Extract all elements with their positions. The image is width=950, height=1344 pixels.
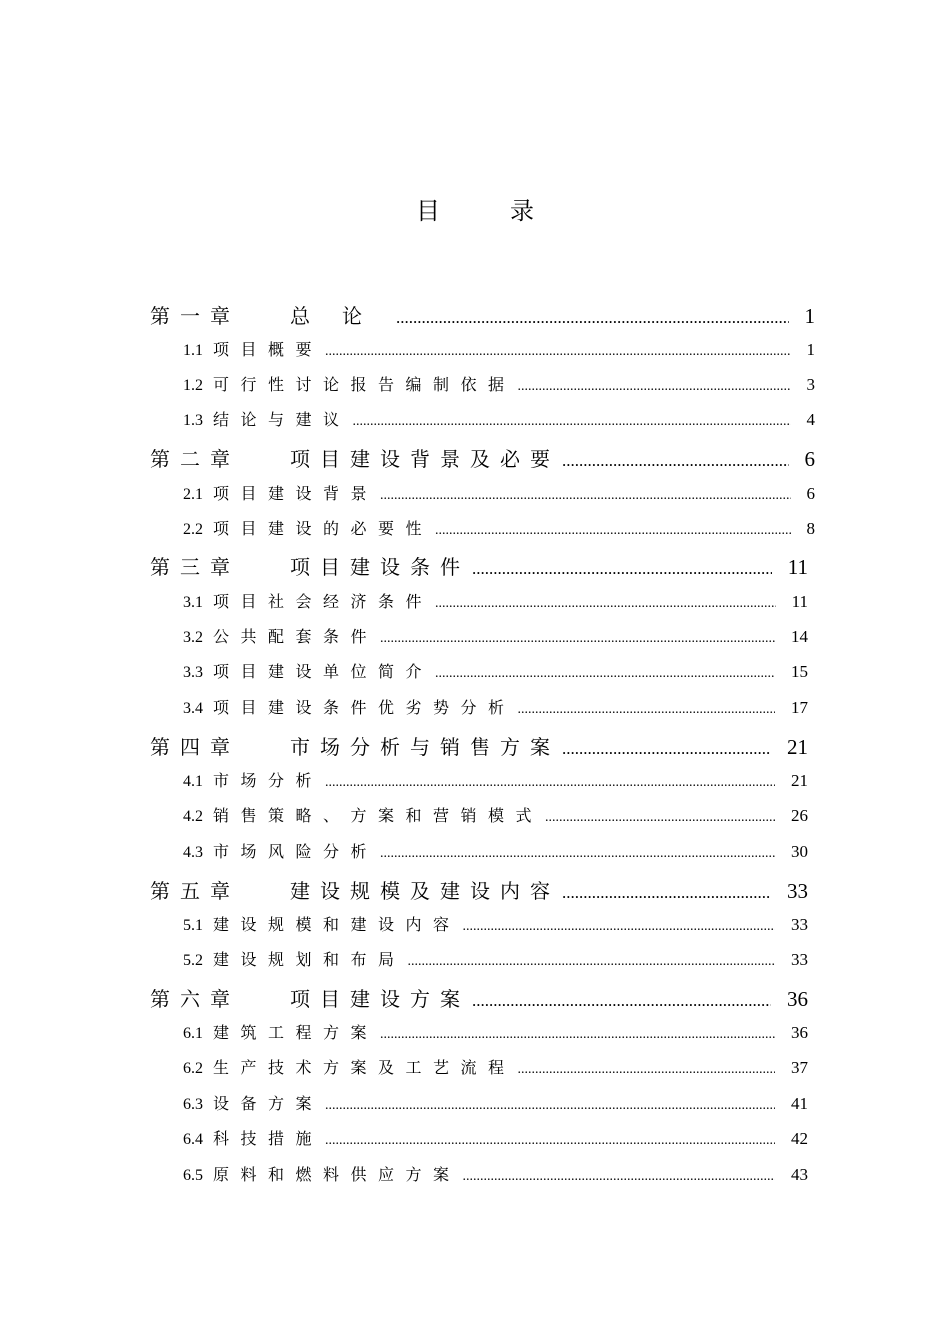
section-number: 4.1 <box>183 773 203 790</box>
page-number: 37 <box>791 1058 808 1077</box>
page-number: 42 <box>791 1129 808 1148</box>
toc-section-row[interactable] <box>183 1055 808 1078</box>
page-number: 33 <box>791 950 808 969</box>
section-title: 项目建设的必要性 <box>213 519 434 538</box>
section-number: 6.1 <box>183 1025 203 1042</box>
section-number: 5.1 <box>183 917 203 934</box>
section-number: 6.4 <box>183 1131 203 1148</box>
dot-leader <box>396 308 789 328</box>
page-number: 3 <box>806 375 815 394</box>
section-number: 3.1 <box>183 594 203 611</box>
page-number: 4 <box>806 410 815 429</box>
page-number: 26 <box>791 806 808 825</box>
section-title: 销售策略、方案和营销模式 <box>213 806 544 825</box>
dot-leader <box>472 991 771 1011</box>
section-number: 3.2 <box>183 629 203 646</box>
chapter-title: 项目建设条件 <box>290 555 470 579</box>
section-number: 1.2 <box>183 377 203 394</box>
section-number: 4.3 <box>183 844 203 861</box>
page-number: 6 <box>806 484 815 503</box>
toc-section-row[interactable] <box>183 803 808 826</box>
toc-section-row[interactable] <box>183 624 808 647</box>
dot-leader <box>518 379 791 395</box>
page-number: 33 <box>791 915 808 934</box>
toc-chapter-row[interactable] <box>150 551 808 580</box>
dot-leader <box>545 810 775 826</box>
toc-title-char-2: 录 <box>510 197 534 225</box>
dot-leader <box>562 451 789 471</box>
dot-leader <box>463 1169 775 1185</box>
toc-section-row[interactable] <box>183 372 815 395</box>
chapter-label: 第六章 <box>150 987 240 1011</box>
dot-leader <box>435 666 775 682</box>
dot-leader <box>408 954 775 970</box>
toc-section-row[interactable] <box>183 947 808 970</box>
toc-section-row[interactable] <box>183 1162 808 1185</box>
toc-section-row[interactable] <box>183 695 808 718</box>
section-title: 项目社会经济条件 <box>213 592 434 611</box>
dot-leader <box>435 596 776 612</box>
section-number: 1.3 <box>183 412 203 429</box>
section-number: 3.3 <box>183 664 203 681</box>
page-number: 43 <box>791 1165 808 1184</box>
chapter-title: 项目建设背景及必要 <box>290 447 560 471</box>
dot-leader <box>380 846 775 862</box>
toc-section-row[interactable] <box>183 481 815 504</box>
section-title: 项目建设条件优劣势分析 <box>213 698 516 717</box>
page-number: 41 <box>791 1094 808 1113</box>
page-number: 11 <box>787 555 808 579</box>
chapter-label: 第四章 <box>150 735 240 759</box>
section-number: 2.2 <box>183 521 203 538</box>
section-title: 原料和燃料供应方案 <box>213 1165 461 1184</box>
section-title: 项目建设背景 <box>213 484 379 503</box>
section-number: 6.5 <box>183 1167 203 1184</box>
dot-leader <box>562 883 771 903</box>
dot-leader <box>353 414 791 430</box>
section-title: 建设规模和建设内容 <box>213 915 461 934</box>
toc-section-row[interactable] <box>183 659 808 682</box>
page-number: 14 <box>791 627 808 646</box>
toc-section-row[interactable] <box>183 912 808 935</box>
toc-chapter-row[interactable] <box>150 983 808 1012</box>
toc-section-row[interactable] <box>183 407 815 430</box>
section-title: 市场风险分析 <box>213 842 379 861</box>
dot-leader <box>518 702 775 718</box>
dot-leader <box>518 1062 775 1078</box>
toc-title-char-1: 目 <box>416 197 440 225</box>
page-number: 1 <box>806 340 815 359</box>
chapter-label: 第二章 <box>150 447 240 471</box>
chapter-label: 第一章 <box>150 304 240 328</box>
dot-leader <box>435 523 790 539</box>
page-number: 6 <box>804 447 815 471</box>
dot-leader <box>562 739 771 759</box>
page-number: 33 <box>787 879 808 903</box>
chapter-title: 项目建设方案 <box>290 987 470 1011</box>
page-number: 30 <box>791 842 808 861</box>
dot-leader <box>380 631 775 647</box>
chapter-label: 第五章 <box>150 879 240 903</box>
chapter-label: 第三章 <box>150 555 240 579</box>
page-number: 21 <box>787 735 808 759</box>
section-title: 科技措施 <box>213 1129 324 1148</box>
section-number: 5.2 <box>183 952 203 969</box>
toc-chapter-row[interactable] <box>150 300 815 329</box>
page-number: 15 <box>791 662 808 681</box>
dot-leader <box>325 1098 775 1114</box>
page-number: 36 <box>791 1023 808 1042</box>
page-number: 11 <box>791 592 808 611</box>
section-number: 3.4 <box>183 700 203 717</box>
section-title: 公共配套条件 <box>213 627 379 646</box>
dot-leader <box>380 1027 775 1043</box>
section-title: 建设规划和布局 <box>213 950 406 969</box>
toc-section-row[interactable] <box>183 1091 808 1114</box>
section-number: 1.1 <box>183 342 203 359</box>
dot-leader <box>325 344 790 360</box>
dot-leader <box>325 1133 775 1149</box>
chapter-title: 建设规模及建设内容 <box>290 879 560 903</box>
section-title: 生产技术方案及工艺流程 <box>213 1058 516 1077</box>
toc-section-row[interactable] <box>183 589 808 612</box>
section-title: 建筑工程方案 <box>213 1023 379 1042</box>
page-number: 8 <box>806 519 815 538</box>
toc-section-row[interactable] <box>183 516 815 539</box>
section-title: 设备方案 <box>213 1094 324 1113</box>
toc-chapter-row[interactable] <box>150 443 815 472</box>
dot-leader <box>463 919 775 935</box>
page-number: 17 <box>791 698 808 717</box>
section-number: 4.2 <box>183 808 203 825</box>
section-title: 项目概要 <box>213 340 324 359</box>
toc-section-row[interactable] <box>183 1020 808 1043</box>
section-number: 6.3 <box>183 1096 203 1113</box>
dot-leader <box>380 488 790 504</box>
dot-leader <box>325 775 775 791</box>
toc-chapter-row[interactable] <box>150 875 808 904</box>
page-number: 21 <box>791 771 808 790</box>
toc-section-row[interactable] <box>183 839 808 862</box>
toc-section-row[interactable] <box>183 1126 808 1149</box>
toc-section-row[interactable] <box>183 337 815 360</box>
page-number: 1 <box>804 304 815 328</box>
section-number: 2.1 <box>183 486 203 503</box>
chapter-title: 总论 <box>290 304 394 328</box>
section-title: 结论与建议 <box>213 410 351 429</box>
toc-chapter-row[interactable] <box>150 731 808 760</box>
toc-section-row[interactable] <box>183 768 808 791</box>
page-number: 36 <box>787 987 808 1011</box>
section-number: 6.2 <box>183 1060 203 1077</box>
section-title: 项目建设单位简介 <box>213 662 434 681</box>
section-title: 可行性讨论报告编制依据 <box>213 375 516 394</box>
chapter-title: 市场分析与销售方案 <box>290 735 560 759</box>
dot-leader <box>472 559 772 579</box>
section-title: 市场分析 <box>213 771 324 790</box>
